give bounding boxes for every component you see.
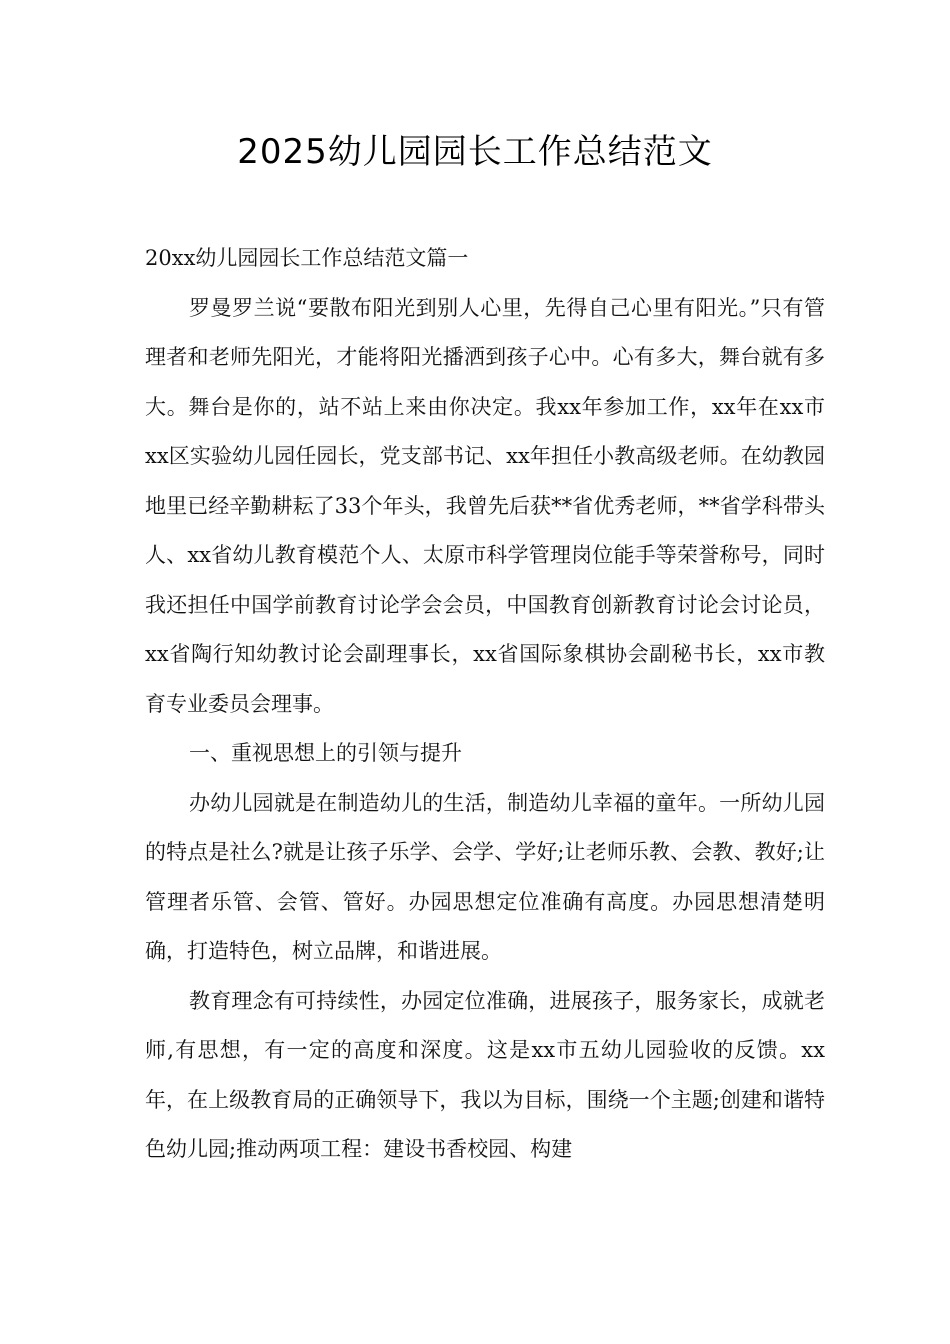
section-heading-1: 一、重视思想上的引领与提升 — [189, 741, 462, 765]
document-body — [145, 234, 825, 1175]
paragraph-education-concept: 教育理念有可持续性，办园定位准确，进展孩子，服务家长，成就老师,有思想，有一定的高度和深度。这是xx市五幼儿园验收的反馈。xx年，在上级教育局的正确领导下，我以为目标，围绕一个主题;创建和谐特色幼儿园;推动两项工程：建设书香校园、构建 — [145, 988, 825, 1161]
document-title: 2025幼儿园园长工作总结范文 — [237, 132, 713, 172]
paragraph-philosophy: 办幼儿园就是在制造幼儿的生活，制造幼儿幸福的童年。一所幼儿园的特点是社么?就是让孩子乐学、会学、学好;让老师乐教、会教、教好;让管理者乐管、会管、管好。办园思想定位准确有高度。办园思想清楚明确，打造特色，树立品牌，和谐进展。 — [145, 790, 825, 963]
paragraph-intro: 罗曼罗兰说“要散布阳光到别人心里，先得自己心里有阳光。”只有管理者和老师先阳光，才能将阳光播洒到孩子心中。心有多大，舞台就有多大。舞台是你的，站不站上来由你决定。我xx年参加工作，xx年在xx市xx区实验幼儿园任园长，党支部书记、xx年担任小教高级老师。在幼教园地里已经辛勤耕耘了33个年头，我曾先后获**省优秀老师，**省学科带头人、xx省幼儿教育模范个人、太原市科学管理岗位能手等荣誉称号，同时我还担任中国学前教育讨论学会会员，中国教育创新教育讨论会讨论员，xx省陶行知幼教讨论会副理事长，xx省国际象棋协会副秘书长，xx市教育专业委员会理事。 — [145, 295, 825, 716]
section-heading: 20xx幼儿园园长工作总结范文篇一 — [145, 246, 469, 270]
